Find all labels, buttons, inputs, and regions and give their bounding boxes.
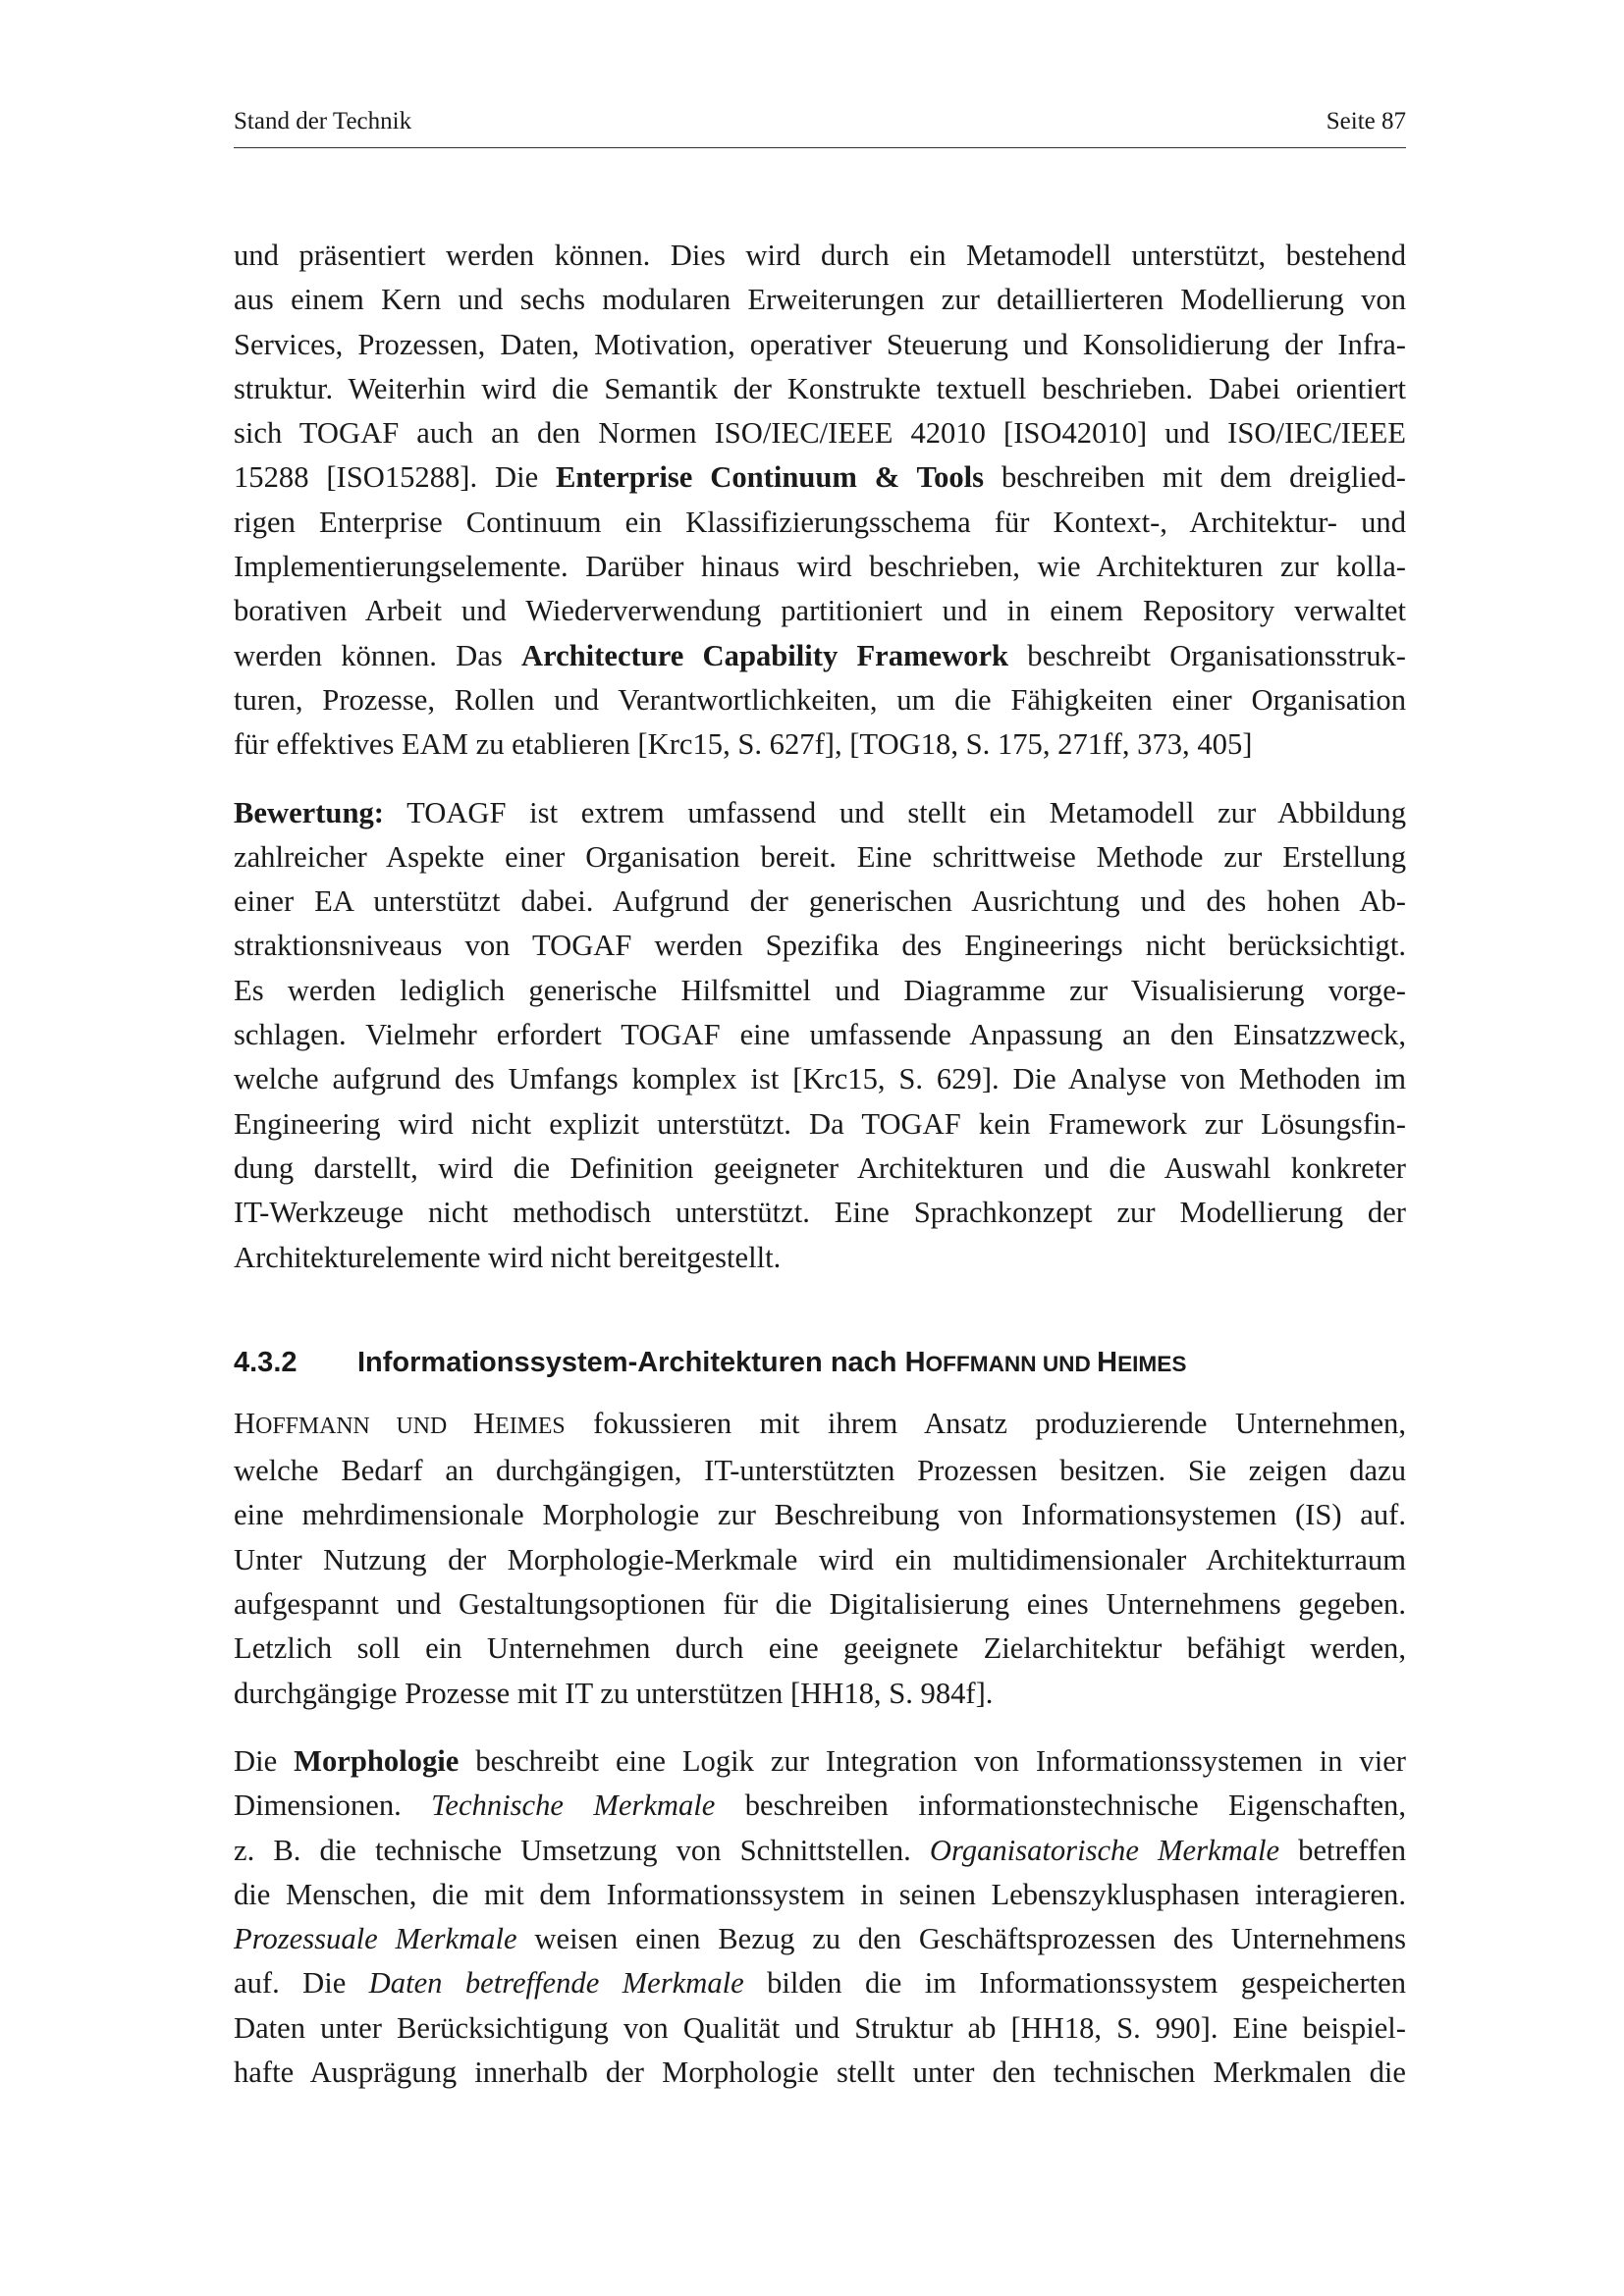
text-line: struktur. Weiterhin wird die Semantik der Konstrukte textuell beschrieben. Dabei orientiert: [234, 371, 1406, 405]
text-line: 15288 [ISO15288]. Die Enterprise Continuum & Tools beschreiben mit dem dreiglied-: [234, 460, 1406, 495]
text-line: einer EA unterstützt dabei. Aufgrund der generischen Ausrichtung und des hohen Ab-: [234, 884, 1406, 919]
term-daten-betreffende-merkmale: Daten betreffende Merkmale: [368, 1966, 744, 2001]
term-organisatorische-merkmale: Organisatorische Merkmale: [929, 1833, 1280, 1867]
text-line: welche Bedarf an durchgängigen, IT-unterstützten Prozessen besitzen. Sie zeigen dazu: [234, 1454, 1406, 1488]
text-line: aus einem Kern und sechs modularen Erweiterungen zur detaillierteren Modellierung von: [234, 283, 1406, 317]
term-prozessuale-merkmale: Prozessuale Merkmale: [234, 1922, 517, 1956]
text-line: borativen Arbeit und Wiederverwendung partitioniert und in einem Repository verwaltet: [234, 594, 1406, 628]
text-line: zahlreicher Aspekte einer Organisation bereit. Eine schrittweise Methode zur Erstellung: [234, 839, 1406, 874]
text-line: für effektives EAM zu etablieren [Krc15, S. 627f], [TOG18, S. 175, 271ff, 373, 405]: [234, 727, 1253, 762]
text-line: die Menschen, die mit dem Informationssystem in seinen Lebenszyklusphasen interagieren.: [234, 1877, 1406, 1911]
text-line: Bewertung: TOAGF ist extrem umfassend und stellt ein Metamodell zur Abbildung: [234, 795, 1406, 829]
page-body: [234, 234, 1406, 2095]
text-line: Die Morphologie beschreibt eine Logik zur Integration von Informationssystemen in vier: [234, 1743, 1406, 1778]
text-line: Daten unter Berücksichtigung von Qualität und Struktur ab [HH18, S. 990]. Eine beispiel-: [234, 2010, 1406, 2045]
paragraph-togaf-metamodel: [234, 234, 1406, 768]
paragraph-bewertung: [234, 791, 1406, 1280]
text-line: Es werden lediglich generische Hilfsmittel und Diagramme zur Visualisierung vorge-: [234, 973, 1406, 1007]
text-line: Services, Prozessen, Daten, Motivation, operativer Steuerung und Konsolidierung der Infra-: [234, 327, 1406, 361]
section-heading: [234, 1341, 1406, 1386]
text-line: Letzlich soll ein Unternehmen durch eine geeignete Zielarchitektur befähigt werden,: [234, 1631, 1406, 1666]
text-line: Prozessuale Merkmale weisen einen Bezug zu den Geschäftsprozessen des Unternehmens: [234, 1922, 1406, 1956]
text-line: auf. Die Daten betreffende Merkmale bilden die im Informationssystem gespeicherten: [234, 1966, 1407, 2001]
text-line: und präsentiert werden können. Dies wird durch ein Metamodell unterstützt, bestehend: [234, 239, 1406, 272]
text-line: sich TOGAF auch an den Normen ISO/IEC/IEEE 42010 [ISO42010] und ISO/IEC/IEEE: [234, 416, 1406, 451]
text-line: Dimensionen. Technische Merkmale beschreiben informationstechnische Eigenschaften,: [234, 1789, 1406, 1823]
text-line: rigen Enterprise Continuum ein Klassifizierungsschema für Kontext-, Architektur- und: [234, 505, 1406, 539]
paragraph-morphologie: [234, 1739, 1406, 2095]
text-line: aufgespannt und Gestaltungsoptionen für die Digitalisierung eines Unternehmens gegeben.: [234, 1587, 1406, 1622]
section-title: Informationssystem-Architekturen nach HOFFMANN UND HEIMES: [357, 1346, 1187, 1378]
label-bewertung: Bewertung:: [234, 795, 384, 829]
text-line: z. B. die technische Umsetzung von Schnittstellen. Organisatorische Merkmale betreffen: [234, 1833, 1406, 1867]
text-line: werden können. Das Architecture Capability Framework beschreibt Organisationsstruk-: [234, 638, 1406, 672]
text-line: turen, Prozesse, Rollen und Verantwortlichkeiten, um die Fähigkeiten einer Organisation: [234, 682, 1406, 717]
text-line: HOFFMANN UND HEIMES fokussieren mit ihrem Ansatz produzierende Unternehmen,: [234, 1406, 1406, 1440]
term-enterprise-continuum: Enterprise Continuum & Tools: [556, 460, 985, 495]
text-line: IT-Werkzeuge nicht methodisch unterstützt. Eine Sprachkonzept zur Modellierung der: [234, 1196, 1406, 1230]
page-number: Seite 87: [1326, 108, 1406, 134]
paragraph-hoffmann-heimes: [234, 1402, 1406, 1716]
text-line: schlagen. Vielmehr erfordert TOGAF eine umfassende Anpassung an den Einsatzzweck,: [234, 1018, 1406, 1052]
text-line: Unter Nutzung der Morphologie-Merkmale wird ein multidimensionaler Architekturraum: [234, 1542, 1406, 1576]
section-number: 4.3.2: [234, 1346, 298, 1378]
text-line: eine mehrdimensionale Morphologie zur Beschreibung von Informationsystemen (IS) auf.: [234, 1498, 1406, 1532]
text-line: straktionsniveaus von TOGAF werden Spezifika des Engineerings nicht berücksichtigt.: [234, 929, 1406, 963]
text-line: welche aufgrund des Umfangs komplex ist [Krc15, S. 629]. Die Analyse von Methoden im: [234, 1062, 1406, 1096]
text-line: dung darstellt, wird die Definition geeigneter Architekturen und die Auswahl konkreter: [234, 1150, 1406, 1185]
text-line: Architekturelemente wird nicht bereitgestellt.: [234, 1240, 782, 1274]
term-architecture-capability-framework: Architecture Capability Framework: [520, 638, 1009, 672]
term-morphologie: Morphologie: [294, 1743, 460, 1778]
text-line: hafte Ausprägung innerhalb der Morphologie stellt unter den technischen Merkmalen die: [234, 2055, 1406, 2089]
text-line: durchgängige Prozesse mit IT zu unterstützen [HH18, S. 984f].: [234, 1676, 994, 1710]
text-line: Implementierungselemente. Darüber hinaus wird beschrieben, wie Architekturen zur kolla-: [234, 550, 1406, 584]
term-technische-merkmale: Technische Merkmale: [431, 1789, 716, 1823]
page-header: [234, 108, 1406, 148]
text-line: Engineering wird nicht explizit unterstützt. Da TOGAF kein Framework zur Lösungsfin-: [234, 1106, 1406, 1141]
running-title: Stand der Technik: [234, 108, 412, 134]
